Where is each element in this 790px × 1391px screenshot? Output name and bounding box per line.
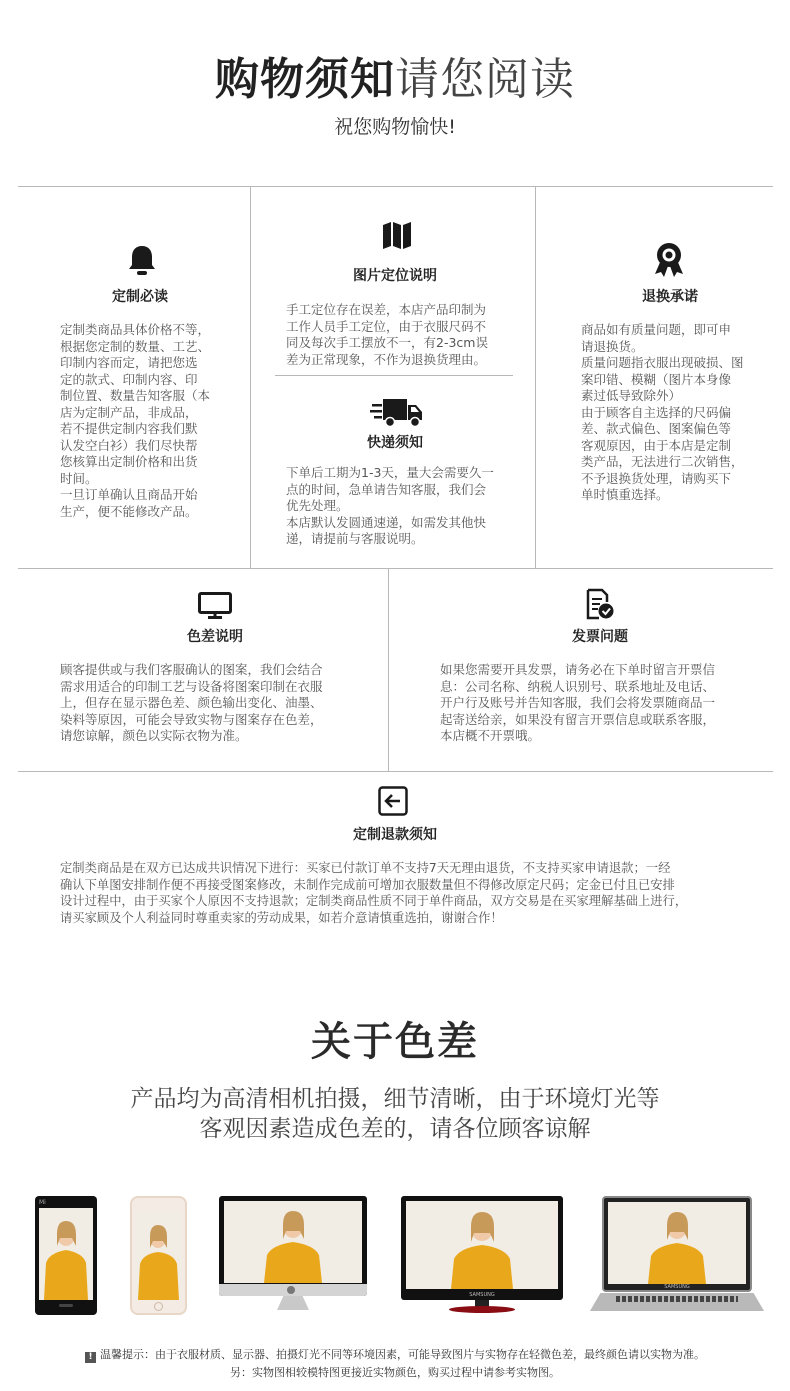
monitor-screen [406, 1201, 558, 1289]
text-line: 息：公司名称、纳税人识别号、联系地址及电话、 [440, 678, 716, 694]
divider-row-3 [18, 771, 773, 772]
text-line: 根据您定制的数量、工艺、 [60, 338, 211, 354]
imac-screen [224, 1201, 362, 1283]
imac-stand [277, 1296, 309, 1310]
footer-line-1: 温馨提示：由于衣服材质、显示器、拍摄灯光不同等环境因素，可能导致图片与实物存在轻微色差，最终颜色请以实物为准。 [100, 1348, 705, 1361]
section-title-refund: 定制退款须知 [353, 827, 437, 843]
text-line: 请您谅解，颜色以实际衣物为准。 [60, 728, 248, 743]
footer-notice [0, 1346, 790, 1363]
laptop-brand: SAMSUNG [664, 1284, 690, 1290]
divider-col-3 [388, 568, 389, 771]
text-line: 商品如有质量问题，即可申 [581, 322, 732, 337]
laptop-screen [608, 1202, 746, 1284]
monitor-stand [449, 1306, 515, 1313]
laptop-keys [616, 1296, 738, 1302]
iphone-screen [135, 1212, 182, 1300]
text-line: 一旦订单确认且商品开始 [60, 487, 198, 502]
iphone-home-button [154, 1302, 163, 1311]
text-line: 印制内容而定，请把您选 [60, 355, 198, 370]
model-photo [224, 1201, 362, 1283]
text-line: 认发空白衫）我们尽快帮 [60, 437, 198, 453]
text-line: 确认下单图安排制作便不再接受图案修改，未制作完成前可增加衣服数量但不得修改原定尺码；定金已付且已安排 [60, 877, 675, 892]
text-line: 客观原因，由于本店是定制 [581, 437, 732, 453]
warning-icon: ! [85, 1352, 96, 1363]
divider-col-2 [535, 186, 536, 568]
text-line: 制位置、数量告知客服（本 [60, 388, 211, 403]
text-line: 上，但存在显示器色差、颜色输出变化、油墨、 [60, 695, 323, 710]
section-title-invoice: 发票问题 [572, 629, 628, 645]
text-line: 差为正常现象，不作为退换货理由。 [286, 351, 487, 367]
section-body-shipping [286, 465, 521, 548]
section-body-returns [581, 322, 766, 504]
text-line: 本店概不开票哦。 [440, 728, 541, 743]
text-line: 生产，便不能修改产品。 [60, 503, 198, 519]
text-line: 顾客提供或与我们客服确认的图案，我们会结合 [60, 662, 323, 677]
section-title-custom: 定制必读 [112, 289, 168, 305]
device-laptop [590, 1196, 764, 1316]
divider-top [18, 186, 773, 187]
color-diff-title: 关于色差 [311, 1019, 479, 1065]
text-line: 需求用适合的印制工艺与设备将图案印制在衣服 [60, 678, 323, 694]
text-line: 案印错、模糊（图片本身像 [581, 371, 732, 387]
apple-logo-icon [287, 1286, 295, 1294]
award-ribbon-icon [652, 242, 686, 278]
invoice-check-icon [585, 588, 615, 620]
text-line: 优先处理。 [286, 498, 349, 513]
page-title-light: 请您阅读 [395, 54, 575, 105]
color-diff-subtitle-1: 产品均为高清相机拍摄，细节清晰，由于环境灯光等 [130, 1086, 660, 1112]
text-line: 由于顾客自主选择的尺码偏 [581, 404, 732, 420]
section-title-shipping: 快递须知 [367, 435, 423, 451]
text-line: 若不提供定制内容我们默 [60, 421, 198, 436]
section-title-returns: 退换承诺 [642, 289, 698, 305]
text-line: 时间。 [60, 470, 98, 486]
text-line: 定的款式、印制内容、印 [60, 371, 198, 387]
text-line: 如果您需要开具发票，请务必在下单时留言开票信 [440, 662, 716, 677]
color-diff-subtitle-2: 客观因素造成色差的，请各位顾客谅解 [199, 1116, 591, 1142]
divider-row-2 [18, 568, 773, 569]
section-title-color: 色差说明 [187, 629, 243, 645]
section-body-refund [60, 860, 772, 926]
text-line: 单时慎重选择。 [581, 487, 669, 502]
page-title [0, 52, 790, 108]
section-body-position [286, 302, 521, 368]
text-line: 设计过程中，由于买家个人原因不支持退款；定制类商品性质不同于单件商品，双方交易是在买家理解基础上进行， [60, 894, 688, 908]
text-line: 本店默认发圆通速递，如需发其他快 [286, 514, 487, 530]
section-body-custom [60, 322, 240, 520]
divider-mid-cell [275, 375, 513, 376]
text-line: 定制类商品具体价格不等， [60, 322, 211, 337]
phone-screen [39, 1208, 93, 1300]
device-iphone [130, 1196, 187, 1315]
text-line: 不予退换货处理，请购买下 [581, 470, 732, 486]
text-line: 您核算出定制价格和出货 [60, 454, 198, 469]
model-photo [135, 1212, 182, 1300]
text-line: 店为定制产品，非成品， [60, 404, 198, 420]
model-photo [39, 1208, 93, 1300]
section-body-invoice [440, 662, 770, 745]
text-line: 请买家顾及个人利益同时尊重卖家的劳动成果，如若介意请慎重选拍，谢谢合作！ [60, 910, 503, 925]
text-line: 质量问题指衣服出现破损、图 [581, 355, 744, 370]
text-line: 起寄送给亲，如果没有留言开票信息或联系客服， [440, 711, 716, 727]
device-phone [35, 1196, 97, 1315]
monitor-icon [198, 592, 232, 620]
text-line: 下单后工期为1-3天，量大会需要久一 [286, 465, 494, 480]
model-photo [608, 1202, 746, 1284]
monitor-brand: SAMSUNG [469, 1292, 495, 1298]
text-line: 手工定位存在误差，本店产品印制为 [286, 302, 487, 317]
footer-line-2: 另：实物图相较模特图更接近实物颜色，购买过程中请参考实物图。 [230, 1366, 560, 1379]
truck-icon [370, 396, 424, 428]
text-line: 递，请提前与客服说明。 [286, 531, 424, 546]
device-imac [219, 1196, 367, 1316]
bell-icon [126, 244, 158, 278]
text-line: 类产品，无法进行二次销售， [581, 454, 744, 469]
text-line: 开户行及账号并告知客服，我们会将发票随商品一 [440, 695, 716, 710]
text-line: 工作人员手工定位，由于衣服尺码不 [286, 318, 487, 334]
text-line: 请退换货。 [581, 338, 644, 354]
map-icon [381, 219, 413, 251]
model-photo [406, 1201, 558, 1289]
section-title-position: 图片定位说明 [353, 268, 437, 284]
text-line: 定制类商品是在双方已达成共识情况下进行：买家已付款订单不支持7天无理由退货，不支持买家申请退款；一经 [60, 861, 671, 875]
text-line: 点的时间，急单请告知客服，我们会 [286, 481, 487, 497]
page-title-bold: 购物须知 [215, 54, 395, 105]
section-body-color [60, 662, 380, 745]
phone-home-bar [59, 1304, 73, 1307]
text-line: 染料等原因，可能会导致实物与图案存在色差， [60, 711, 323, 727]
text-line: 差、款式偏色、图案偏色等 [581, 421, 732, 436]
return-arrow-icon [378, 786, 408, 816]
page-subtitle: 祝您购物愉快! [334, 116, 456, 138]
phone-brand: Mi [39, 1199, 46, 1206]
device-monitor [401, 1196, 563, 1316]
text-line: 素过低导致除外） [581, 388, 682, 403]
text-line: 同及每次手工摆放不一，有2-3cm误 [286, 335, 488, 350]
divider-col-1 [250, 186, 251, 568]
